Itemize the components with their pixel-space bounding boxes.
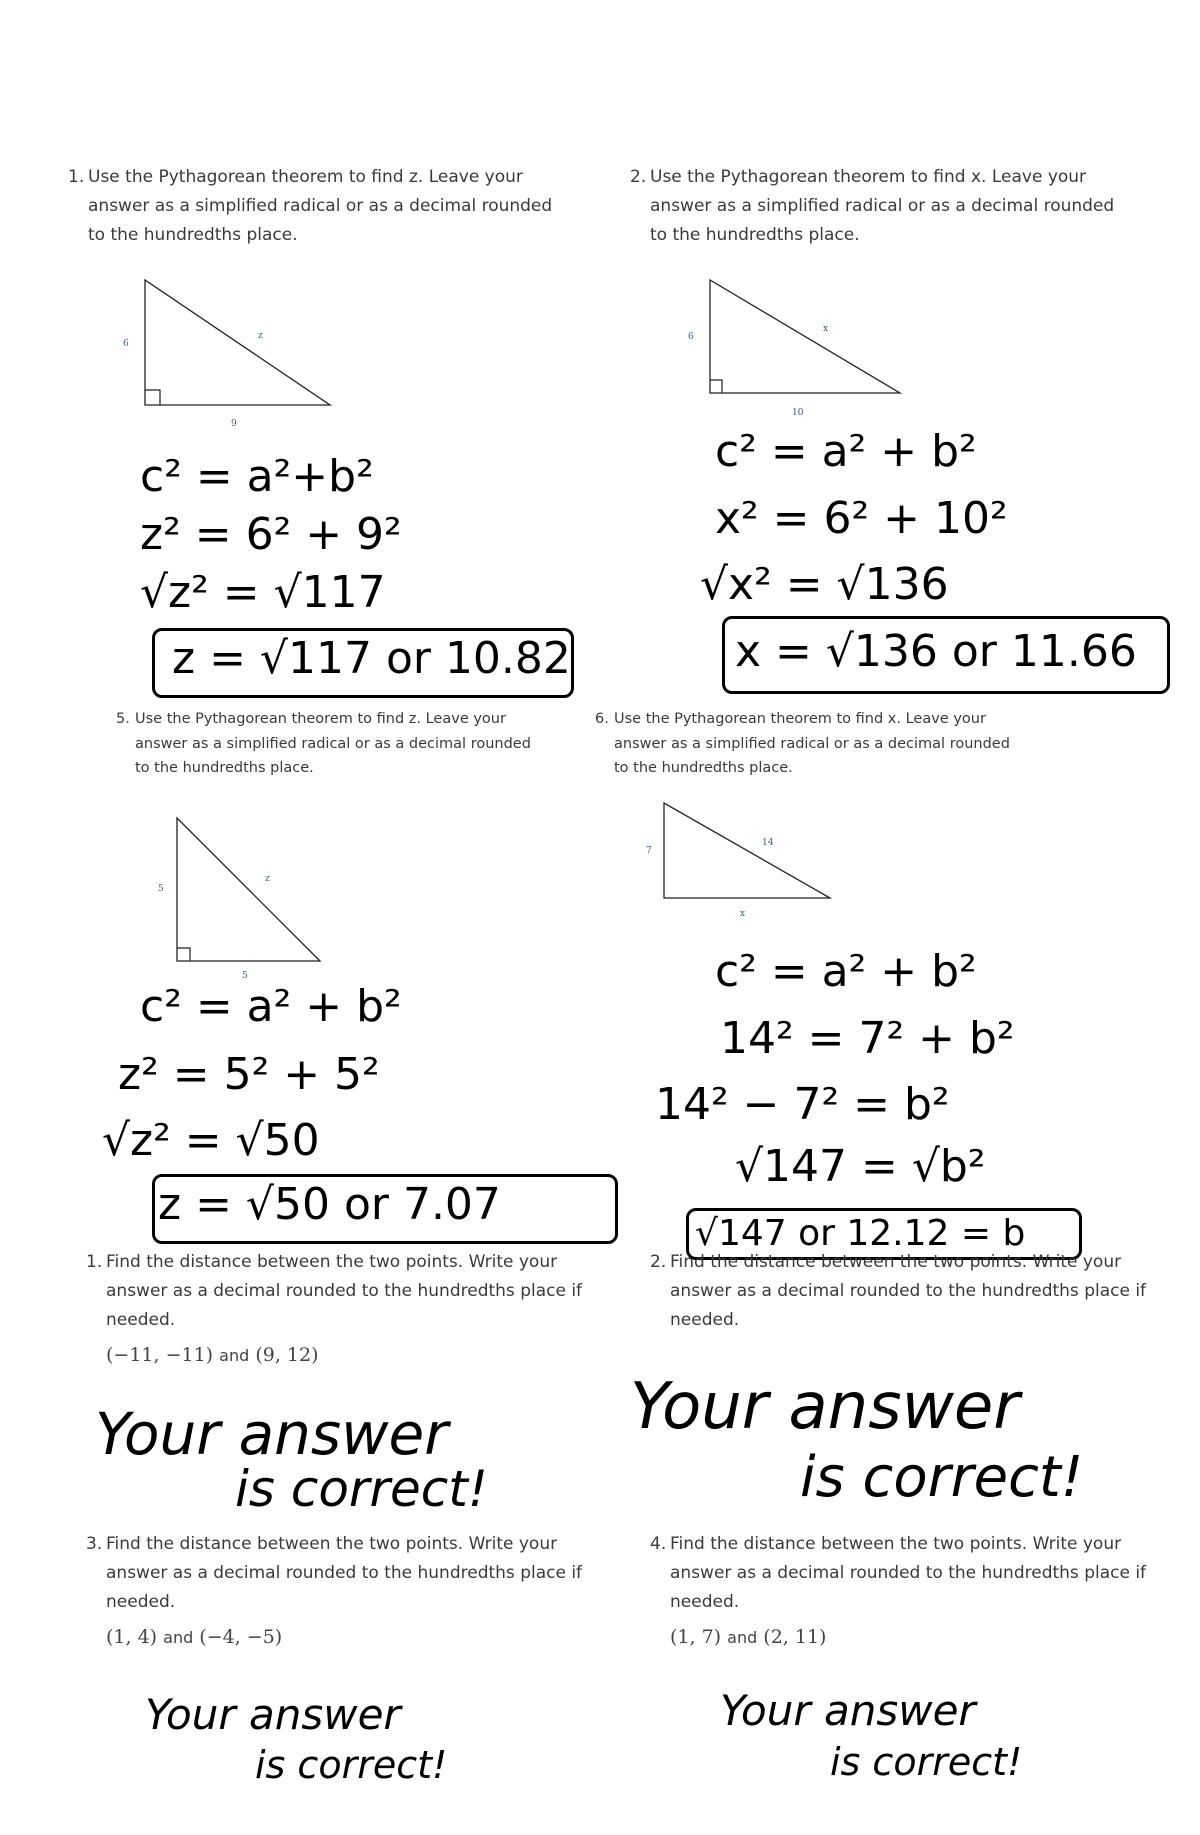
problem-number: 1. (68, 167, 85, 187)
work-line: √z² = √50 (102, 1115, 320, 1166)
feedback-line-2: is correct! (830, 1740, 1023, 1784)
point-pair (670, 1626, 826, 1648)
hypotenuse-label: x (823, 324, 829, 334)
work-line: z² = 5² + 5² (118, 1049, 380, 1100)
point-a: (1, 4) (106, 1626, 158, 1648)
final-answer: z = √50 or 7.07 (158, 1179, 501, 1230)
problem-text: Find the distance between the two points. Write your answer as a decimal rounded to the hundredths place if needed. (106, 1534, 583, 1612)
leg-label: 9 (231, 419, 237, 429)
leg-label: 6 (123, 339, 129, 349)
hypotenuse-label: z (258, 331, 263, 341)
work-line: c² = a² + b² (715, 946, 977, 997)
feedback-line-2: is correct! (800, 1445, 1084, 1510)
point-pair (106, 1344, 318, 1366)
problem-number: 6. (595, 711, 609, 727)
work-line: c² = a² + b² (715, 426, 977, 477)
work-line: c² = a²+b² (140, 451, 374, 502)
problem-number: 5. (116, 711, 130, 727)
work-line: c² = a² + b² (140, 981, 402, 1032)
distance-2-prompt (650, 1248, 1190, 1338)
problem-number: 1. (86, 1252, 103, 1272)
and-label: and (163, 1628, 194, 1647)
work-line: √x² = √136 (700, 559, 949, 610)
problem-number: 3. (86, 1534, 103, 1554)
and-label: and (219, 1346, 250, 1365)
point-b: (−4, −5) (199, 1626, 283, 1648)
problem-number: 2. (630, 167, 647, 187)
leg-label: x (740, 909, 746, 919)
problem-text: Use the Pythagorean theorem to find z. Leave your answer as a simplified radical or as a decimal rounded to the hundredths place. (135, 711, 531, 776)
leg-label: 5 (158, 884, 164, 894)
problem-text: Find the distance between the two points. Write your answer as a decimal rounded to the hundredths place if needed. (670, 1252, 1147, 1330)
problem-text: Find the distance between the two points. Write your answer as a decimal rounded to the hundredths place if needed. (670, 1534, 1147, 1612)
problem-text: Find the distance between the two points. Write your answer as a decimal rounded to the hundredths place if needed. (106, 1252, 583, 1330)
feedback-line-1: Your answer (630, 1370, 1020, 1444)
point-a: (1, 7) (670, 1626, 722, 1648)
feedback-line-2: is correct! (255, 1743, 448, 1787)
leg-label: 5 (242, 971, 248, 981)
work-line: z² = 6² + 9² (140, 509, 402, 560)
problem-text: Use the Pythagorean theorem to find x. Leave your answer as a simplified radical or as a decimal rounded to the hundredths place. (650, 167, 1115, 245)
final-answer: x = √136 or 11.66 (735, 626, 1137, 677)
and-label: and (727, 1628, 758, 1647)
leg-label: 6 (688, 332, 694, 342)
point-a: (−11, −11) (106, 1344, 214, 1366)
feedback-line-1: Your answer (145, 1690, 401, 1739)
work-line: √147 = √b² (735, 1141, 986, 1192)
work-line: x² = 6² + 10² (715, 493, 1008, 544)
work-line: 14² = 7² + b² (720, 1013, 1015, 1064)
final-answer: z = √117 or 10.82 (172, 633, 571, 684)
problem-number: 4. (650, 1534, 667, 1554)
hypotenuse-label: z (265, 874, 270, 884)
point-b: (9, 12) (255, 1344, 319, 1366)
work-line: √z² = √117 (140, 567, 386, 618)
final-answer: √147 or 12.12 = b (695, 1213, 1026, 1254)
point-pair (106, 1626, 282, 1648)
feedback-line-2: is correct! (235, 1460, 488, 1518)
distance-4-prompt (650, 1530, 1190, 1620)
distance-3-prompt (86, 1530, 606, 1620)
hypotenuse-label: 14 (762, 838, 774, 848)
feedback-line-1: Your answer (95, 1400, 449, 1468)
feedback-line-1: Your answer (720, 1686, 976, 1735)
problem-number: 2. (650, 1252, 667, 1272)
leg-label: 7 (646, 846, 652, 856)
distance-1-prompt (86, 1248, 606, 1338)
work-line: 14² − 7² = b² (655, 1079, 950, 1130)
leg-label: 10 (792, 408, 804, 418)
problem-text: Use the Pythagorean theorem to find x. Leave your answer as a simplified radical or as a decimal rounded to the hundredths place. (614, 711, 1010, 776)
point-b: (2, 11) (763, 1626, 827, 1648)
problem-text: Use the Pythagorean theorem to find z. Leave your answer as a simplified radical or as a decimal rounded to the hundredths place. (88, 167, 553, 245)
